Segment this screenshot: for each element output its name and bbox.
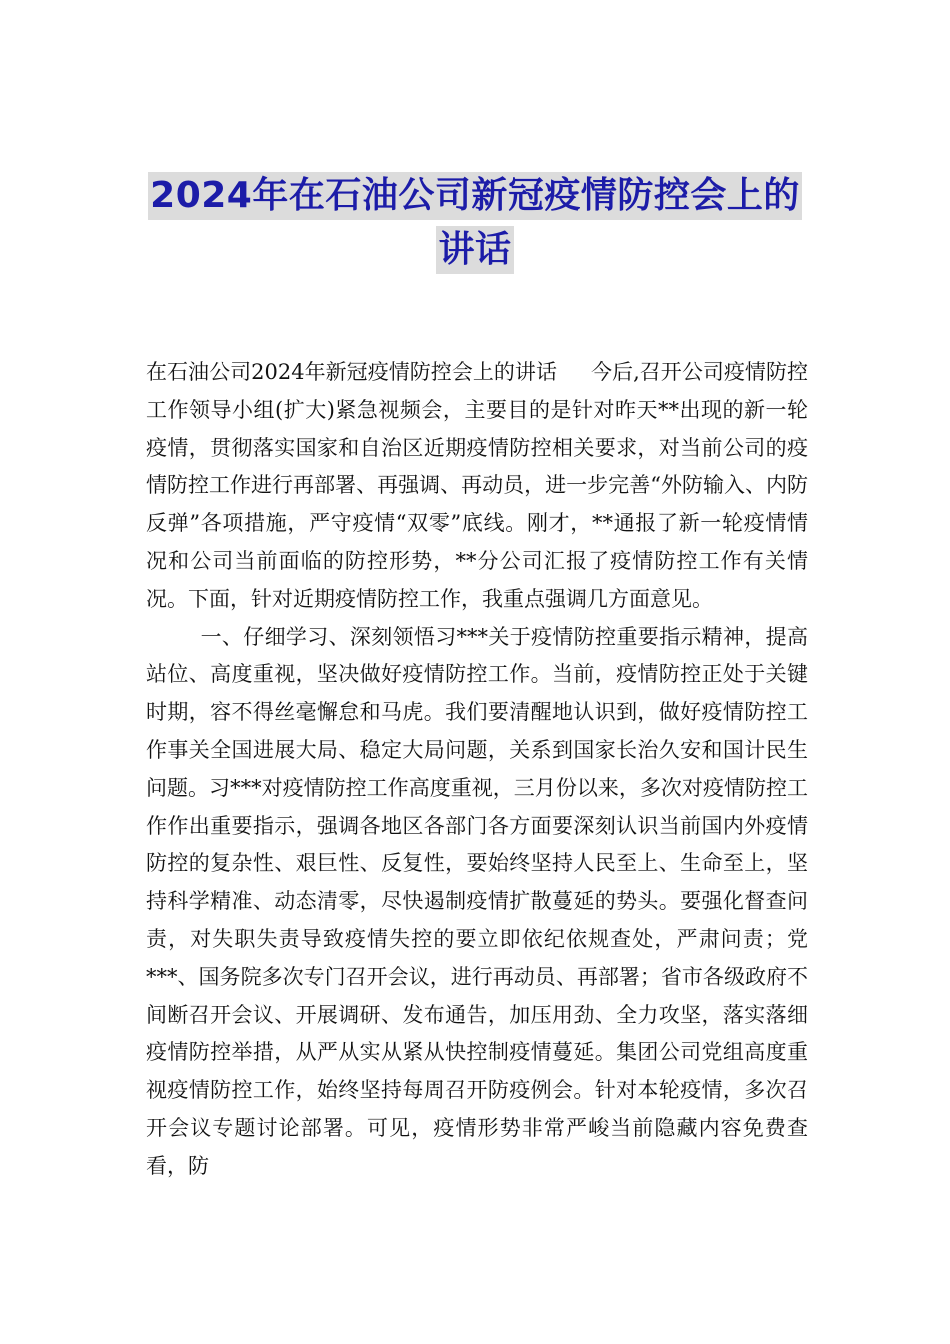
document-body <box>146 354 808 1186</box>
intro-lead: 在石油公司2024年新冠疫情防控会上的讲话 <box>146 360 557 384</box>
paragraph-1-text: 今后,召开公司疫情防控工作领导小组(扩大)紧急视频会，主要目的是针对昨天**出现的新一轮疫情，贯彻落实国家和自治区近期疫情防控相关要求，对当前公司的疫情防控工作进行再部署、再强调、再动员，进一步完善“外防输入、内防反弹”各项措施，严守疫情“双零”底线。刚才，**通报了新一轮疫情情况和公司当前面临的防控形势，**分公司汇报了疫情防控工作有关情况。下面，针对近期疫情防控工作，我重点强调几方面意见。 <box>146 360 808 611</box>
title-line-2: 讲话 <box>436 226 513 274</box>
paragraph-intro <box>146 354 808 619</box>
document-title <box>0 172 950 274</box>
paragraph-2: 一、仔细学习、深刻领悟习***关于疫情防控重要指示精神，提高站位、高度重视，坚决做好疫情防控工作。当前，疫情防控正处于关键时期，容不得丝毫懈怠和马虎。我们要清醒地认识到，做好疫情防控工作事关全国进展大局、稳定大局问题，关系到国家长治久安和国计民生问题。习***对疫情防控工作高度重视，三月份以来，多次对疫情防控工作作出重要指示，强调各地区各部门各方面要深刻认识当前国内外疫情防控的复杂性、艰巨性、反复性，要始终坚持人民至上、生命至上，坚持科学精准、动态清零，尽快遏制疫情扩散蔓延的势头。要强化督查问责，对失职失责导致疫情失控的要立即依纪依规查处，严肃问责；党***、国务院多次专门召开会议，进行再动员、再部署；省市各级政府不间断召开会议、开展调研、发布通告，加压用劲、全力攻坚，落实落细疫情防控举措，从严从实从紧从快控制疫情蔓延。集团公司党组高度重视疫情防控工作，始终坚持每周召开防疫例会。针对本轮疫情，多次召开会议专题讨论部署。可见，疫情形势非常严峻当前隐藏内容免费查看，防 <box>146 624 808 1178</box>
title-line-1: 2024年在石油公司新冠疫情防控会上的 <box>148 172 802 220</box>
